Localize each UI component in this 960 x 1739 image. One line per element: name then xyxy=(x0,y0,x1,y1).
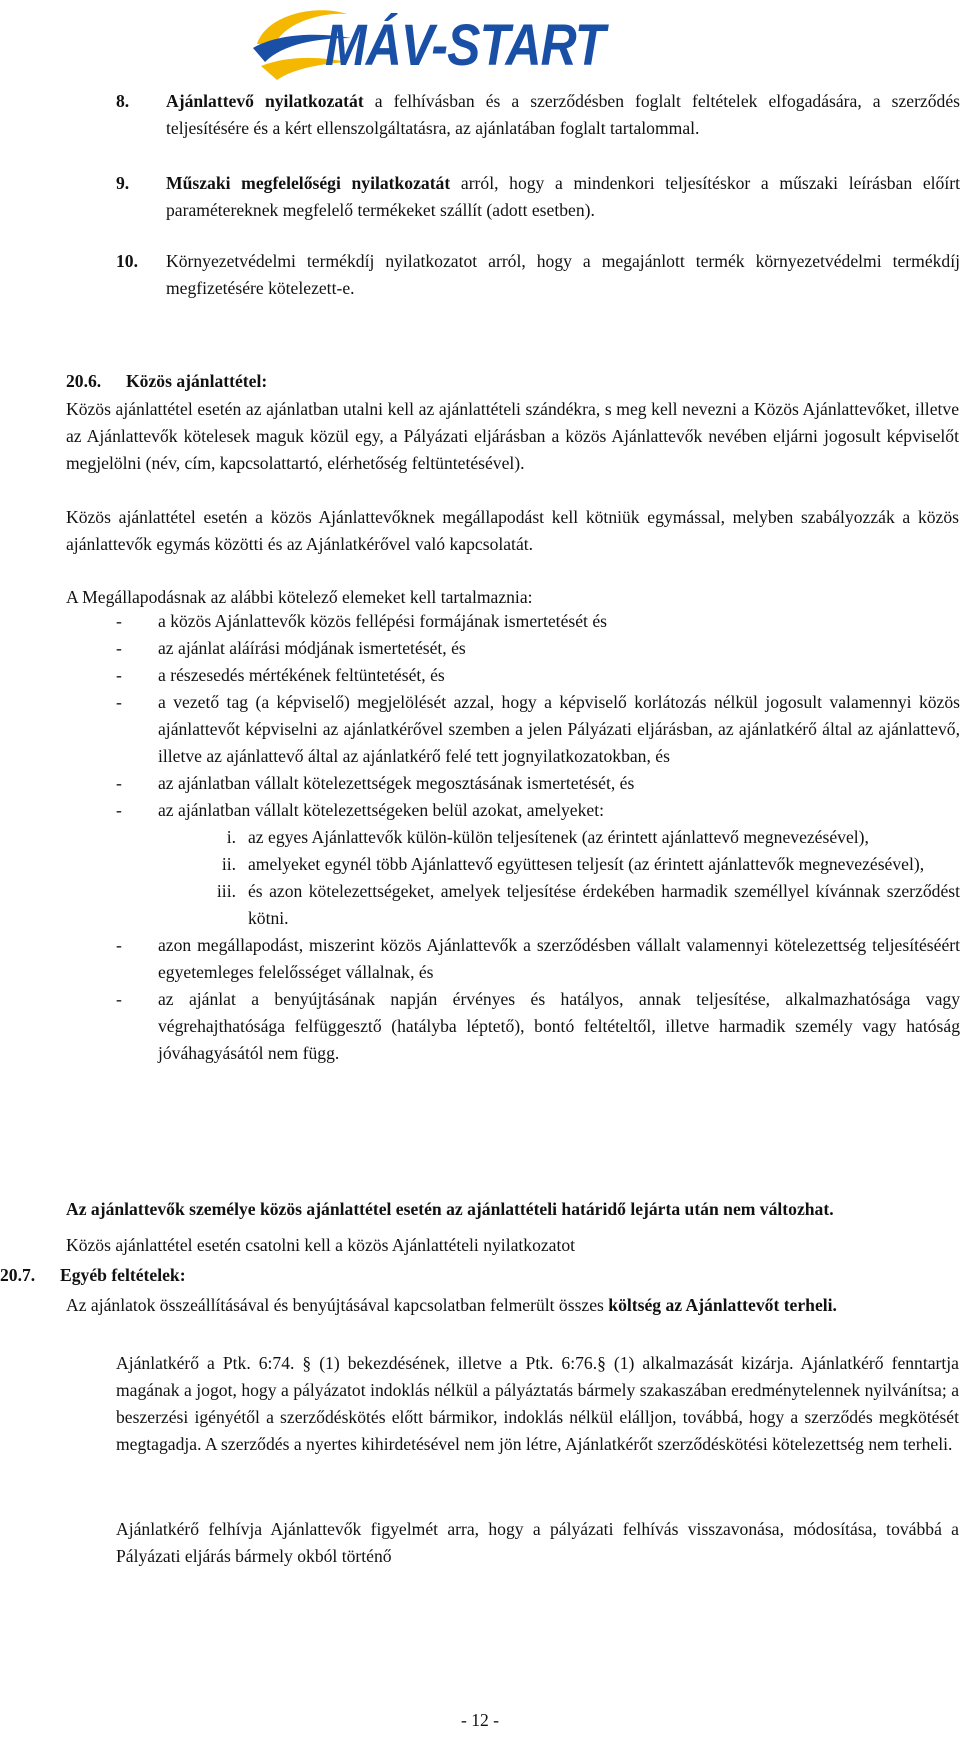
paragraph: Közös ajánlattétel esetén a közös Ajánlattevőknek megállapodást kell kötniük egymással, melyben szabályozzák a közös ajánlattevők egymás közötti és az Ajánlatkérővel való kapcsolatát. xyxy=(66,507,959,554)
item-number: 9. xyxy=(116,173,130,193)
list-item xyxy=(116,635,960,662)
bold-note: Az ajánlattevők személye közös ajánlattétel esetén az ajánlattételi határidő lejárta után nem változhat. xyxy=(66,1199,834,1219)
bullet-dash: - xyxy=(116,692,122,712)
bullet-dash: - xyxy=(116,989,122,1009)
paragraph xyxy=(66,1292,959,1319)
mav-start-logo xyxy=(247,4,667,82)
item-text xyxy=(166,170,960,224)
list-item-text: a vezető tag (a képviselő) megjelölését azzal, hogy a képviselő korlátozás nélkül jogosult valamennyi közös ajánlattevőt képviselni az ajánlatkérővel szemben a jelen Pályázati eljárásban, az ajánlatkérő által az ajánlattevő, illetve az ajánlattevő által az ajánlatkérő felé tett jognyilatkozatokban, és xyxy=(158,692,960,766)
bullet-dash: - xyxy=(116,611,122,631)
roman-item-text: amelyeket egynél több Ajánlattevő együttesen teljesít (az érintett ajánlattevők megnevezésével), xyxy=(248,854,925,874)
roman-item-ii xyxy=(186,851,960,878)
agreement-elements-list xyxy=(116,608,960,1067)
section-heading-20-7 xyxy=(0,1262,186,1289)
section-title: Közös ajánlattétel: xyxy=(126,371,268,391)
list-item-text: az ajánlatban vállalt kötelezettségek megosztásának ismertetését, és xyxy=(158,773,635,793)
list-item xyxy=(116,770,960,797)
bullet-dash: - xyxy=(116,665,122,685)
paragraph: Ajánlatkérő felhívja Ajánlattevők figyelmét arra, hogy a pályázati felhívás visszavonása, módosítása, továbbá a Pályázati eljárás bármely okból történő xyxy=(116,1519,959,1566)
roman-item-iii xyxy=(186,878,960,932)
roman-item-text: és azon kötelezettségeket, amelyek teljesítése érdekében harmadik személlyel kívánnak szerződést kötni. xyxy=(248,881,960,928)
list-item xyxy=(116,689,960,770)
section-title: Egyéb feltételek: xyxy=(60,1265,186,1285)
item-text xyxy=(166,248,960,302)
item-bold-lead: Ajánlattevő nyilatkozatát xyxy=(166,91,364,111)
paragraph: Közös ajánlattétel esetén csatolni kell a közös Ajánlattételi nyilatkozatot xyxy=(66,1235,576,1255)
item-body: arról, hogy a mindenkori teljesítéskor a műszaki leírásban előírt paramétereknek megfelelő termékeket szállít (adott esetben). xyxy=(166,173,960,220)
item-number: 10. xyxy=(116,251,138,271)
section-heading-20-6 xyxy=(66,368,267,395)
list-item-text: az ajánlat aláírási módjának ismertetését, és xyxy=(158,638,466,658)
list-item-text: az ajánlatban vállalt kötelezettségeken belül azokat, amelyeket: xyxy=(158,800,604,820)
item-bold-lead: Műszaki megfelelőségi nyilatkozatát xyxy=(166,173,451,193)
page-number: - 12 - xyxy=(460,1710,500,1730)
section-number: 20.6. xyxy=(66,371,102,391)
list-item-text: a közös Ajánlattevők közös fellépési formájának ismertetését és xyxy=(158,611,607,631)
item-number: 8. xyxy=(116,91,130,111)
paragraph: Ajánlatkérő a Ptk. 6:74. § (1) bekezdésének, illetve a Ptk. 6:76.§ (1) alkalmazását kizárja. Ajánlatkérő fenntartja magának a jogot, hogy a pályázatot indoklás nélkül a pályáztatás bármely szakaszában eredménytelennek nyilvánítsa; a beszerzési igényétől a szerződéskötés előtt bármikor, indoklás nélkül elálljon, továbbá, hogy a szerződés megkötését megtagadja. A szerződés a nyertes kihirdetésével nem jön létre, Ajánlatkérőt szerződéskötési kötelezettség nem terheli. xyxy=(116,1353,959,1454)
item-body: Környezetvédelmi termékdíj nyilatkozatot arról, hogy a megajánlott termék környezetvédelmi termékdíj megfizetésére kötelezett-e. xyxy=(166,251,960,298)
paragraph: Közös ajánlattétel esetén az ajánlatban utalni kell az ajánlattételi szándékra, s meg kell nevezni a Közös Ajánlattevőket, illetve az Ajánlattevők kötelesek maguk közül egy, a Pályázati eljárásban a közös Ajánlattevők nevében eljárni jogosult képviselőt megjelölni (név, cím, kapcsolattartó, elérhetőség feltüntetésével). xyxy=(66,399,959,473)
list-item-text: a részesedés mértékének feltüntetését, és xyxy=(158,665,445,685)
bullet-dash: - xyxy=(116,773,122,793)
list-item xyxy=(116,797,960,824)
list-item xyxy=(116,662,960,689)
logo-text: MÁV-START xyxy=(325,13,605,78)
roman-sublist xyxy=(186,824,960,932)
roman-item-text: az egyes Ajánlattevők külön-külön teljesítenek (az érintett ajánlattevő megnevezésével), xyxy=(248,827,869,847)
bullet-dash: - xyxy=(116,935,122,955)
bullet-dash: - xyxy=(116,638,122,658)
item-body: a felhívásban és a szerződésben foglalt feltételek elfogadására, a szerződés teljesítésére és a kért ellenszolgáltatásra, az ajánlatában foglalt tartalommal. xyxy=(166,91,960,138)
paragraph: A Megállapodásnak az alábbi kötelező elemeket kell tartalmaznia: xyxy=(66,587,533,607)
bullet-dash: - xyxy=(116,800,122,820)
paragraph-lead: Az ajánlatok összeállításával és benyújtásával kapcsolatban felmerült összes xyxy=(66,1295,609,1315)
list-item xyxy=(116,986,960,1067)
list-item-text: azon megállapodást, miszerint közös Ajánlattevők a szerződésben vállalt valamennyi kötelezettség teljesítéséért egyetemleges felelősséget vállalnak, és xyxy=(158,935,960,982)
list-item xyxy=(116,608,960,635)
section-number: 20.7. xyxy=(0,1265,36,1285)
roman-item-i xyxy=(186,824,960,851)
list-item-text: az ajánlat a benyújtásának napján érvényes és hatályos, annak teljesítése, alkalmazhatósága vagy végrehajthatósága felfüggesztő (hatályba léptető), bontó feltételtől, illetve harmadik személy vagy hatóság jóváhagyásától nem függ. xyxy=(158,989,960,1063)
paragraph-bold: költség az Ajánlattevőt terheli. xyxy=(608,1295,837,1315)
item-text xyxy=(166,88,960,142)
list-item xyxy=(116,932,960,986)
roman-number: ii. xyxy=(221,854,236,874)
roman-number: i. xyxy=(226,827,236,847)
roman-number: iii. xyxy=(216,881,236,901)
